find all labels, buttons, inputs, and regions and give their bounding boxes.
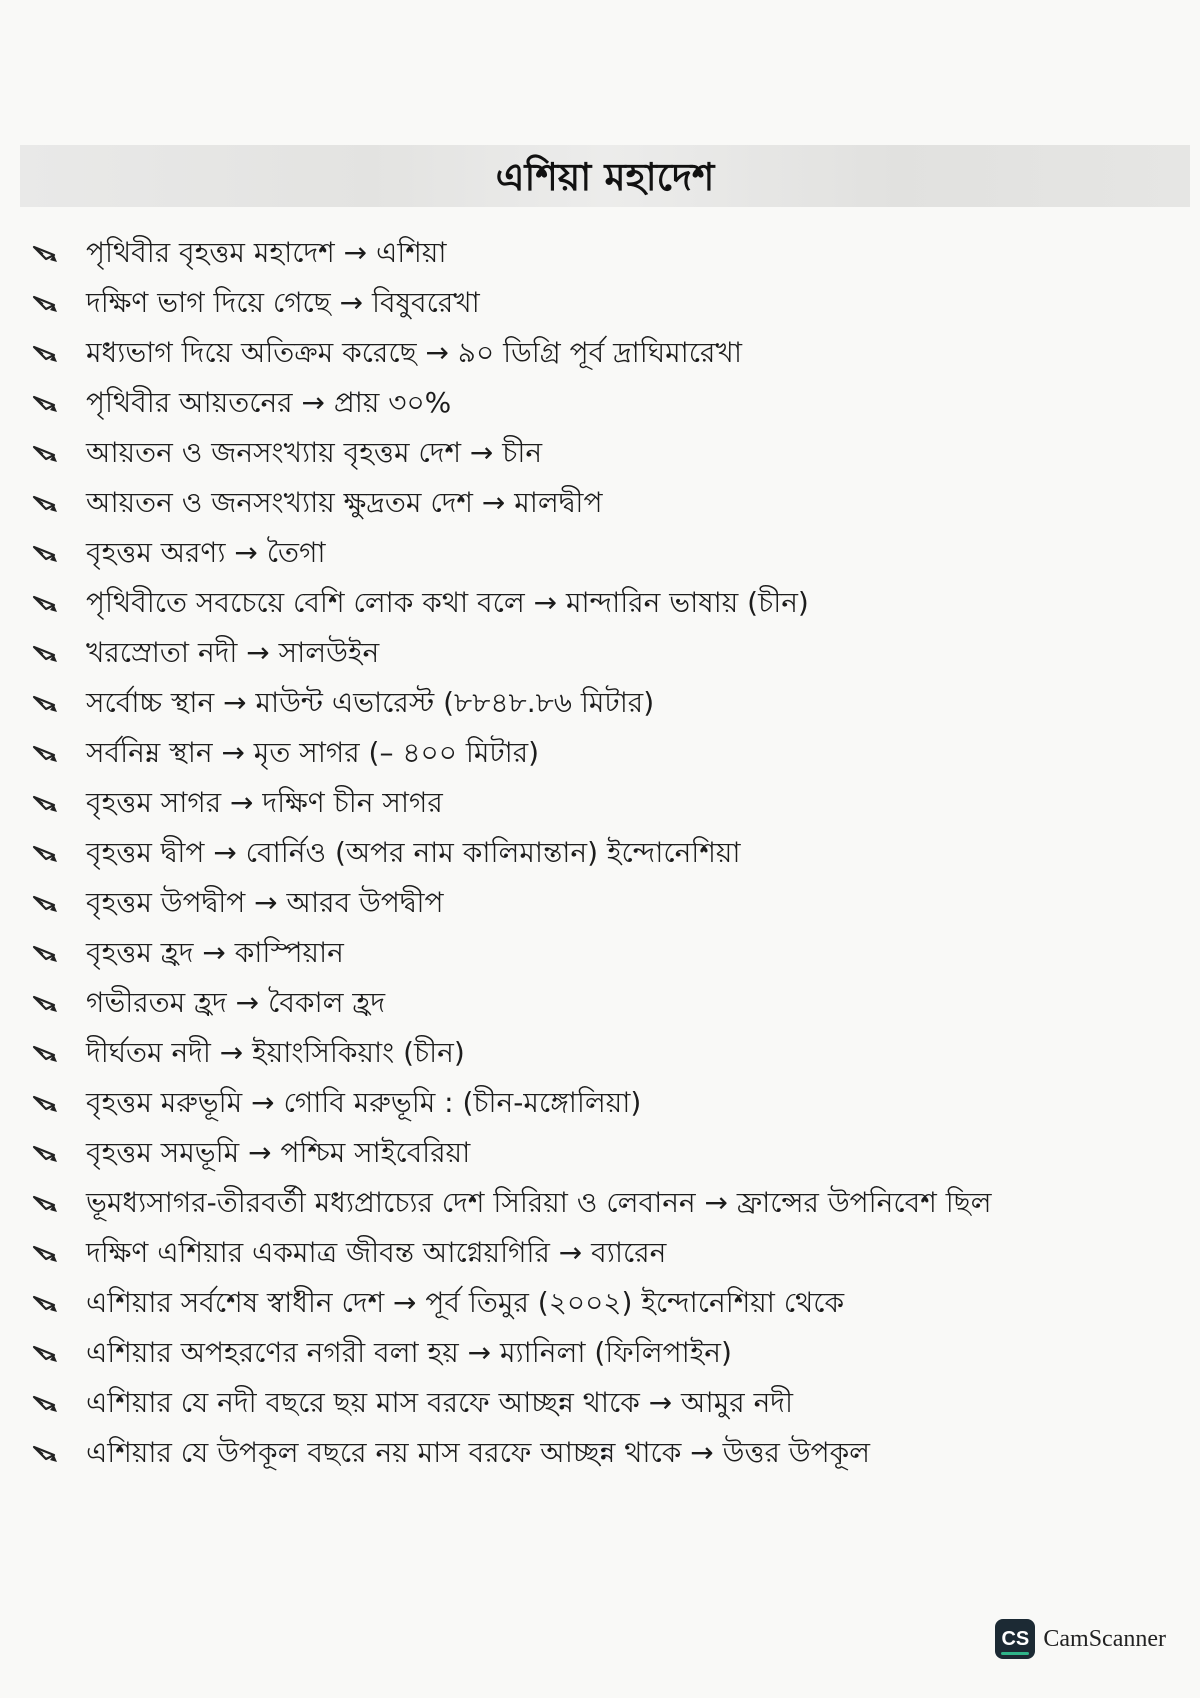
fact-item — [30, 478, 1170, 528]
fact-text: পৃথিবীতে সবচেয়ে বেশি লোক কথা বলে → মান্দারিন ভাষায় (চীন) — [86, 586, 809, 619]
fact-text: মধ্যভাগ দিয়ে অতিক্রম করেছে → ৯০ ডিগ্রি পূর্ব দ্রাঘিমারেখা — [86, 336, 742, 369]
fact-text: আয়তন ও জনসংখ্যায় বৃহত্তম দেশ → চীন — [86, 436, 543, 469]
pen-nib-icon — [30, 538, 60, 568]
fact-text: পৃথিবীর বৃহত্তম মহাদেশ → এশিয়া — [86, 236, 447, 269]
fact-text: এশিয়ার অপহরণের নগরী বলা হয় → ম্যানিলা (ফিলিপাইন) — [86, 1336, 732, 1369]
pen-nib-icon — [30, 838, 60, 868]
pen-nib-icon — [30, 1288, 60, 1318]
fact-text: পৃথিবীর আয়তনের → প্রায় ৩০% — [86, 386, 452, 419]
fact-item — [30, 778, 1170, 828]
camscanner-label: CamScanner — [1043, 1625, 1166, 1652]
fact-text: এশিয়ার যে উপকূল বছরে নয় মাস বরফে আচ্ছন্ন থাকে → উত্তর উপকূল — [86, 1436, 871, 1469]
title-band — [20, 145, 1190, 207]
fact-text: আয়তন ও জনসংখ্যায় ক্ষুদ্রতম দেশ → মালদ্বীপ — [86, 486, 603, 519]
pen-nib-icon — [30, 388, 60, 418]
pen-nib-icon — [30, 638, 60, 668]
pen-nib-icon — [30, 1338, 60, 1368]
pen-nib-icon — [30, 488, 60, 518]
fact-item — [30, 328, 1170, 378]
pen-nib-icon — [30, 238, 60, 268]
pen-nib-icon — [30, 288, 60, 318]
pen-nib-icon — [30, 438, 60, 468]
pen-nib-icon — [30, 1388, 60, 1418]
fact-item — [30, 1428, 1170, 1478]
fact-item — [30, 1228, 1170, 1278]
page-title: এশিয়া মহাদেশ — [495, 154, 715, 199]
fact-text: দক্ষিণ এশিয়ার একমাত্র জীবন্ত আগ্নেয়গিরি → ব্যারেন — [86, 1236, 667, 1269]
fact-text: বৃহত্তম সমভূমি → পশ্চিম সাইবেরিয়া — [86, 1136, 471, 1169]
fact-text: বৃহত্তম হ্রদ → কাস্পিয়ান — [86, 936, 344, 969]
pen-nib-icon — [30, 788, 60, 818]
fact-text: এশিয়ার যে নদী বছরে ছয় মাস বরফে আচ্ছন্ন থাকে → আমুর নদী — [86, 1386, 793, 1419]
pen-nib-icon — [30, 1088, 60, 1118]
fact-item — [30, 628, 1170, 678]
fact-text: দীর্ঘতম নদী → ইয়াংসিকিয়াং (চীন) — [86, 1036, 465, 1069]
fact-item — [30, 878, 1170, 928]
pen-nib-icon — [30, 1238, 60, 1268]
pen-nib-icon — [30, 938, 60, 968]
fact-item — [30, 578, 1170, 628]
fact-text: এশিয়ার সর্বশেষ স্বাধীন দেশ → পূর্ব তিমুর (২০০২) ইন্দোনেশিয়া থেকে — [86, 1286, 845, 1319]
pen-nib-icon — [30, 338, 60, 368]
fact-item — [30, 428, 1170, 478]
fact-item — [30, 1128, 1170, 1178]
fact-text: খরস্রোতা নদী → সালউইন — [86, 636, 380, 669]
pen-nib-icon — [30, 1038, 60, 1068]
fact-text: বৃহত্তম মরুভূমি → গোবি মরুভূমি : (চীন-মঙ্গোলিয়া) — [86, 1086, 642, 1119]
pen-nib-icon — [30, 1188, 60, 1218]
fact-item — [30, 528, 1170, 578]
fact-text: দক্ষিণ ভাগ দিয়ে গেছে → বিষুবরেখা — [86, 286, 480, 319]
fact-item — [30, 928, 1170, 978]
fact-item — [30, 828, 1170, 878]
fact-item — [30, 978, 1170, 1028]
fact-text: সর্বনিম্ন স্থান → মৃত সাগর (– ৪০০ মিটার) — [86, 736, 540, 769]
fact-item — [30, 1278, 1170, 1328]
fact-text: বৃহত্তম অরণ্য → তৈগা — [86, 536, 326, 569]
fact-text: বৃহত্তম সাগর → দক্ষিণ চীন সাগর — [86, 786, 443, 819]
pen-nib-icon — [30, 588, 60, 618]
fact-text: ভূমধ্যসাগর-তীরবর্তী মধ্যপ্রাচ্যের দেশ সিরিয়া ও লেবানন → ফ্রান্সের উপনিবেশ ছিল — [86, 1186, 992, 1219]
fact-item — [30, 728, 1170, 778]
fact-item — [30, 1378, 1170, 1428]
camscanner-icon: CS — [995, 1619, 1035, 1659]
fact-item — [30, 678, 1170, 728]
fact-item — [30, 1028, 1170, 1078]
pen-nib-icon — [30, 738, 60, 768]
camscanner-logo — [995, 1618, 1166, 1660]
pen-nib-icon — [30, 1138, 60, 1168]
fact-item — [30, 228, 1170, 278]
pen-nib-icon — [30, 1438, 60, 1468]
pen-nib-icon — [30, 988, 60, 1018]
fact-item — [30, 378, 1170, 428]
fact-text: গভীরতম হ্রদ → বৈকাল হ্রদ — [86, 986, 386, 1019]
fact-item — [30, 1078, 1170, 1128]
fact-item — [30, 1328, 1170, 1378]
pen-nib-icon — [30, 688, 60, 718]
fact-list — [30, 228, 1170, 1478]
fact-item — [30, 1178, 1170, 1228]
fact-text: বৃহত্তম দ্বীপ → বোর্নিও (অপর নাম কালিমান্তান) ইন্দোনেশিয়া — [86, 836, 741, 869]
pen-nib-icon — [30, 888, 60, 918]
fact-text: বৃহত্তম উপদ্বীপ → আরব উপদ্বীপ — [86, 886, 444, 919]
fact-item — [30, 278, 1170, 328]
fact-text: সর্বোচ্চ স্থান → মাউন্ট এভারেস্ট (৮৮৪৮.৮৬ মিটার) — [86, 686, 655, 719]
